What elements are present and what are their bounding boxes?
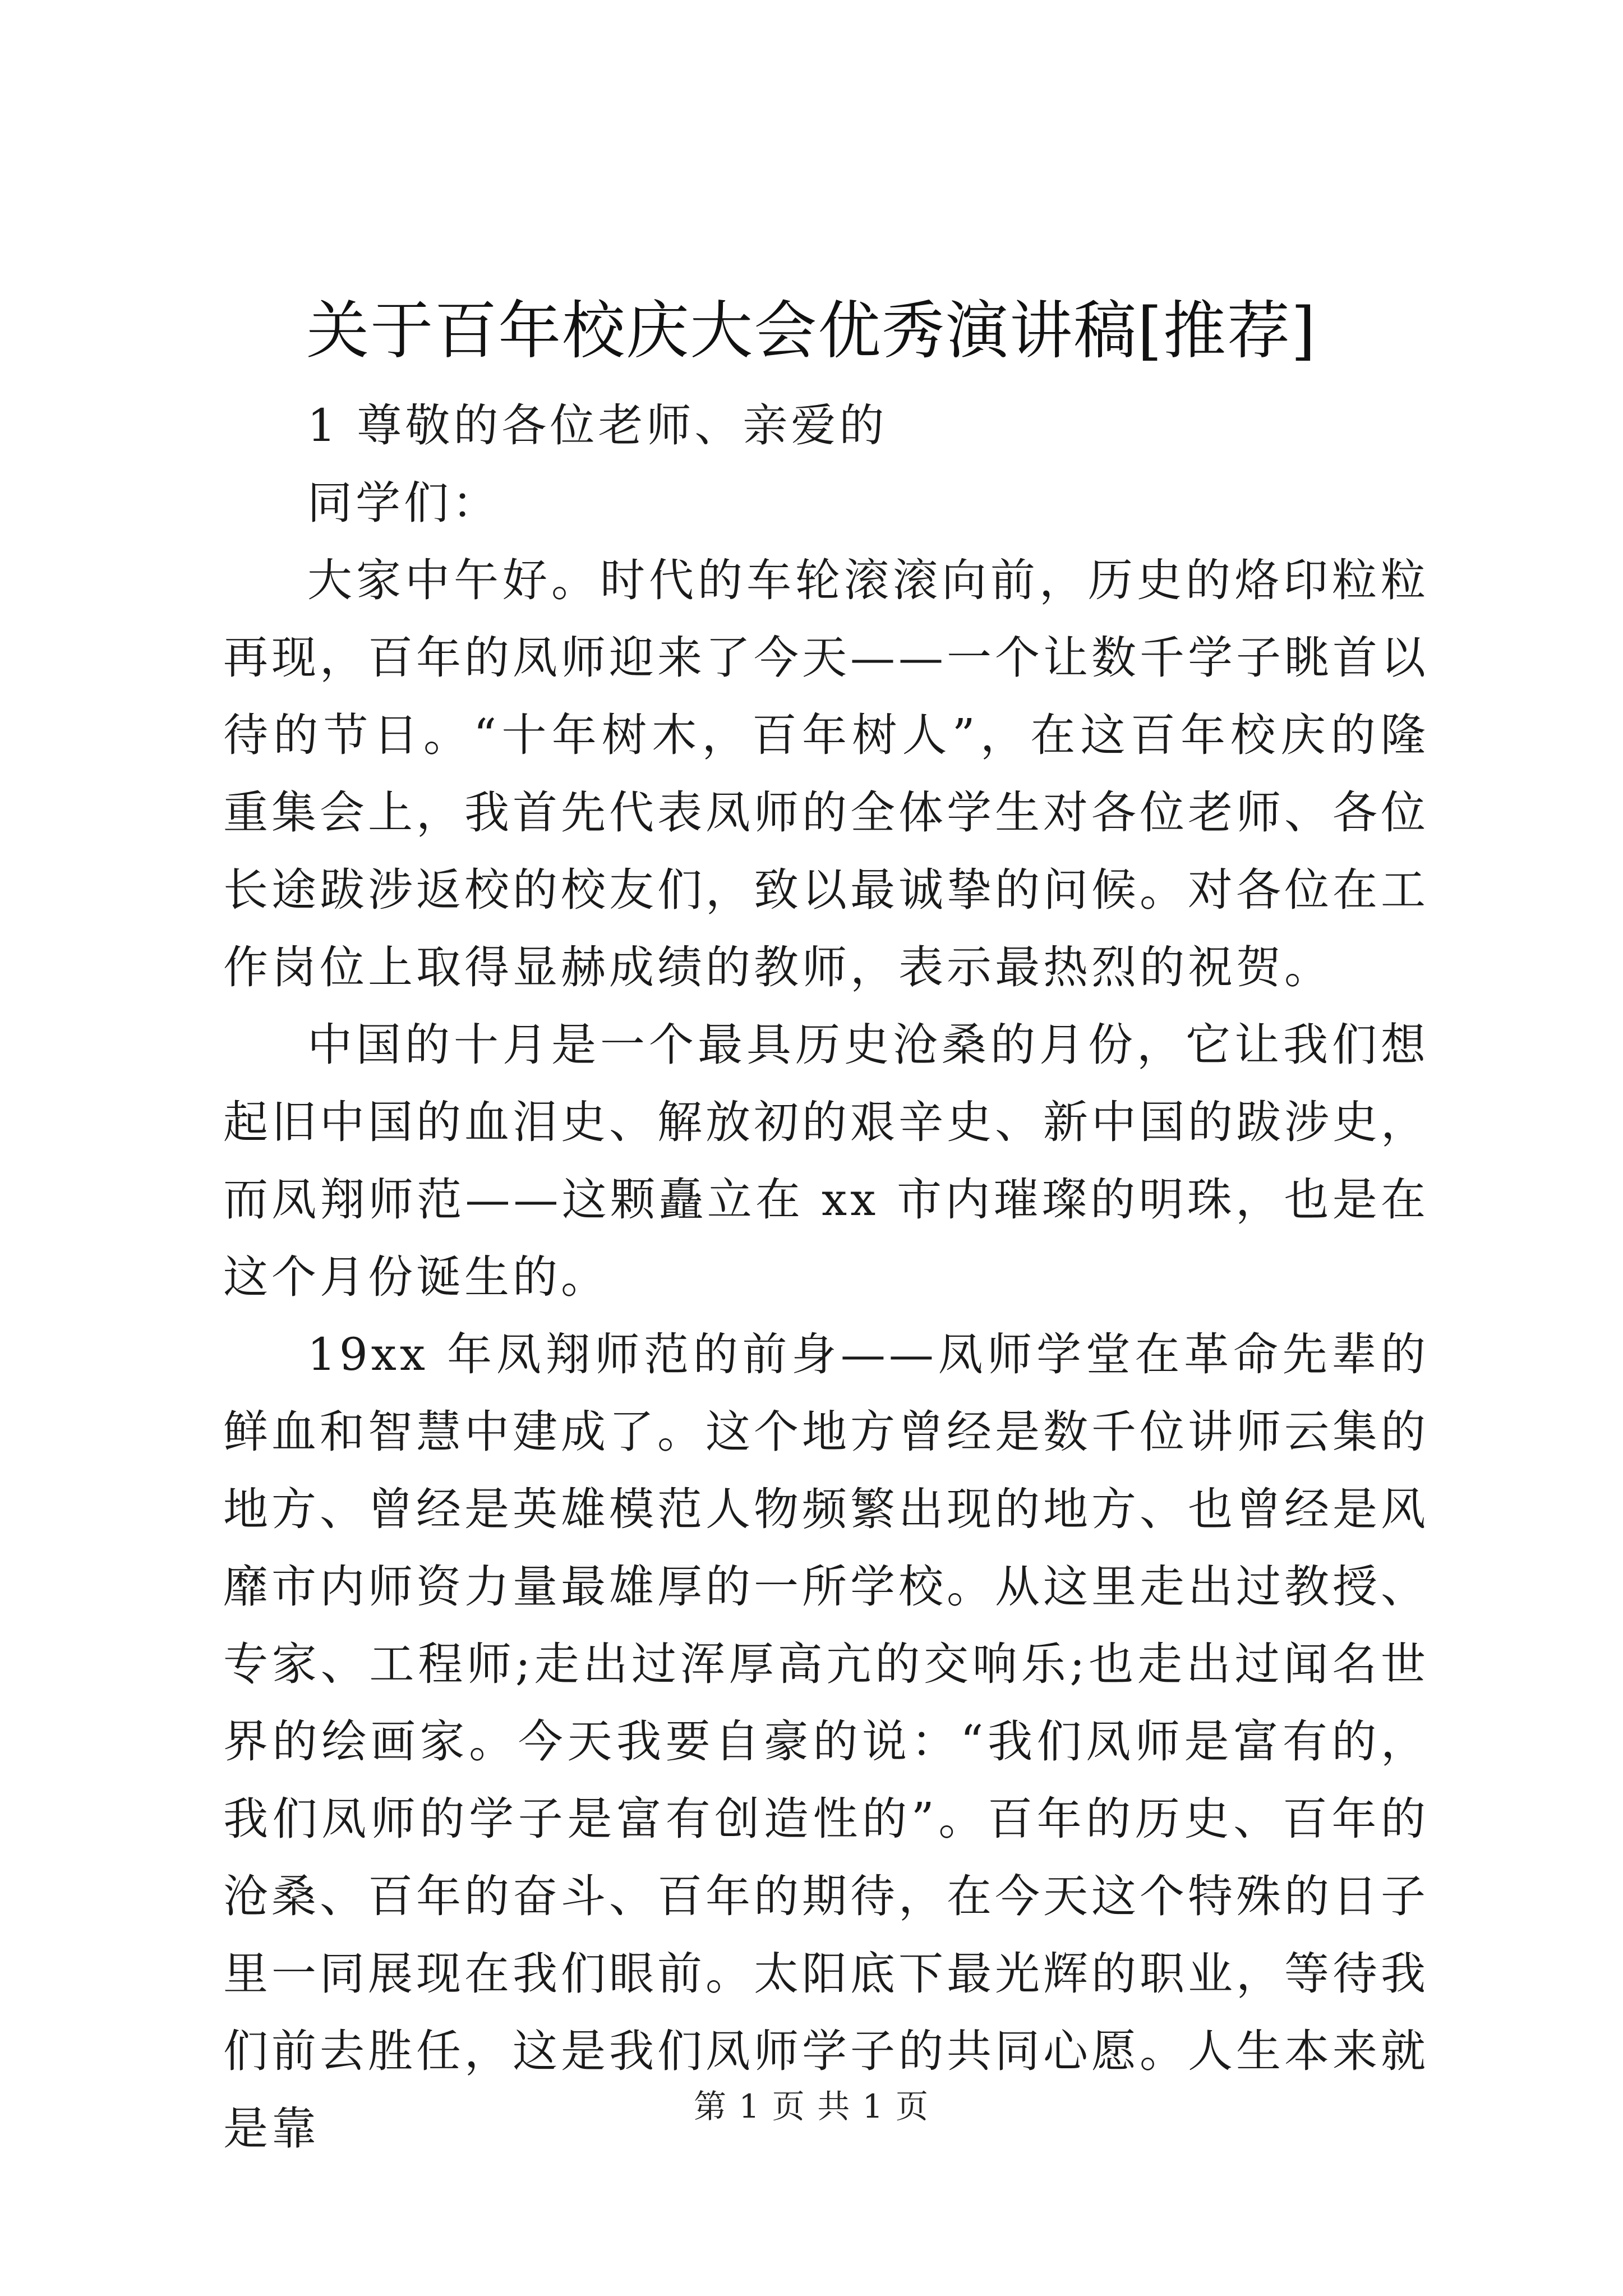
body-paragraph: 大家中午好。时代的车轮滚滚向前，历史的烙印粒粒再现，百年的凤师迎来了今天——一个让数千学子眺首以待的节日。“十年树木，百年树人”，在这百年校庆的隆重集会上，我首先代表凤师的全体学生对各位老师、各位长途跋涉返校的校友们，致以最诚挚的问候。对各位在工作岗位上取得显赫成绩的教师，表示最热烈的祝贺。 [223, 554, 1429, 993]
salutation-continuation: 同学们： [307, 477, 500, 529]
document-title: 关于百年校庆大会优秀演讲稿[推荐] [306, 295, 1317, 367]
body-paragraph: 中国的十月是一个最具历史沧桑的月份，它让我们想起旧中国的血泪史、解放初的艰辛史、新中国的跋涉史，而凤翔师范——这颗矗立在 xx 市内璀璨的明珠，也是在这个月份诞生的。 [223, 1019, 1429, 1303]
salutation-line: 1 尊敬的各位老师、亲爱的 [307, 399, 888, 452]
document-body [223, 387, 1429, 2168]
page-footer: 第 1 页 共 1 页 [694, 2087, 929, 2125]
body-paragraph: 19xx 年凤翔师范的前身——凤师学堂在革命先辈的鲜血和智慧中建成了。这个地方曾经是数千位讲师云集的地方、曾经是英雄模范人物频繁出现的地方、也曾经是风靡市内师资力量最雄厚的一所学校。从这里走出过教授、专家、工程师;走出过浑厚高亢的交响乐;也走出过闻名世界的绘画家。今天我要自豪的说：“我们凤师是富有的，我们凤师的学子是富有创造性的”。百年的历史、百年的沧桑、百年的奋斗、百年的期待，在今天这个特殊的日子里一同展现在我们眼前。太阳底下最光辉的职业，等待我们前去胜任，这是我们凤师学子的共同心愿。人生本来就是靠 [223, 1328, 1429, 2155]
